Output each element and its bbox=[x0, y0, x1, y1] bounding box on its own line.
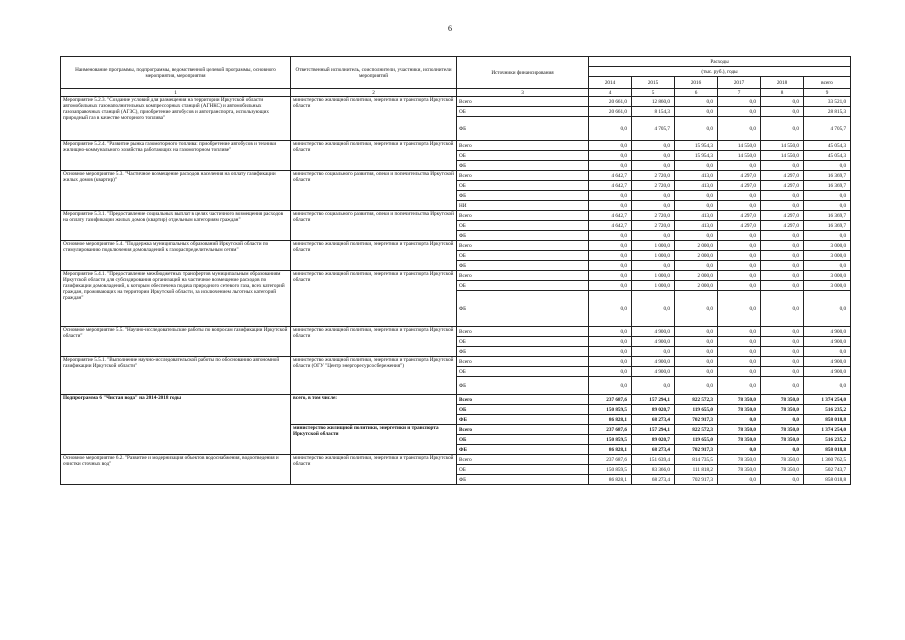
header-total: всего bbox=[804, 77, 851, 89]
year-value: 78 350,0 bbox=[761, 465, 804, 475]
program-name: Мероприятие 5.3.1. "Предоставление социальных выплат в целях частичного возмещения расходов на оплату газификации жилых домов (квартир) отдельным категориям граждан" bbox=[61, 211, 291, 241]
table-row bbox=[61, 141, 851, 151]
header-year: 2016 bbox=[675, 77, 718, 89]
year-value: 89 020,7 bbox=[632, 405, 675, 415]
year-value: 0,0 bbox=[675, 347, 718, 357]
year-value: 78 350,0 bbox=[718, 435, 761, 445]
year-value: 0,0 bbox=[761, 161, 804, 171]
year-value: 89 020,7 bbox=[632, 435, 675, 445]
year-value: 14 550,0 bbox=[718, 151, 761, 161]
year-value: 822 572,3 bbox=[675, 425, 718, 435]
year-value: 4 297,0 bbox=[718, 221, 761, 231]
year-value: 14 550,0 bbox=[718, 141, 761, 151]
column-number: 7 bbox=[718, 89, 761, 97]
year-value: 78 350,0 bbox=[761, 395, 804, 405]
funding-source: Всего bbox=[457, 357, 589, 367]
year-value: 0,0 bbox=[761, 107, 804, 117]
table-body bbox=[61, 97, 851, 485]
year-value: 0,0 bbox=[761, 271, 804, 281]
year-value: 0,0 bbox=[761, 337, 804, 347]
funding-source: Всего bbox=[457, 97, 589, 107]
program-name: Подпрограмма 6 "Чистая вода" на 2014-2018 годы bbox=[61, 395, 291, 455]
total-value: 28 815,3 bbox=[804, 107, 851, 117]
funding-source: ФБ bbox=[457, 261, 589, 271]
funding-source: ФБ bbox=[457, 117, 589, 141]
year-value: 0,0 bbox=[589, 271, 632, 281]
year-value: 0,0 bbox=[718, 191, 761, 201]
year-value: 0,0 bbox=[761, 97, 804, 107]
total-value: 16 369,7 bbox=[804, 181, 851, 191]
year-value: 0,0 bbox=[632, 141, 675, 151]
total-value: 516 235,2 bbox=[804, 405, 851, 415]
year-value: 4 642,7 bbox=[589, 221, 632, 231]
year-value: 0,0 bbox=[718, 261, 761, 271]
table-row bbox=[61, 455, 851, 465]
table-header bbox=[61, 57, 851, 97]
year-value: 0,0 bbox=[761, 281, 804, 291]
total-value: 1 374 254,0 bbox=[804, 395, 851, 405]
year-value: 0,0 bbox=[675, 97, 718, 107]
table-row bbox=[61, 241, 851, 251]
year-value: 0,0 bbox=[632, 231, 675, 241]
funding-source: ФБ bbox=[457, 347, 589, 357]
table-row bbox=[61, 327, 851, 337]
year-value: 12 860,0 bbox=[632, 97, 675, 107]
year-value: 0,0 bbox=[589, 191, 632, 201]
year-value: 2 720,0 bbox=[632, 171, 675, 181]
year-value: 0,0 bbox=[718, 445, 761, 455]
year-value: 8 154,3 bbox=[632, 107, 675, 117]
year-value: 150 859,5 bbox=[589, 435, 632, 445]
header-year: 2017 bbox=[718, 77, 761, 89]
executor: министерство жилищной политики, энергетики и транспорта Иркутской области bbox=[291, 425, 457, 455]
year-value: 86 828,1 bbox=[589, 475, 632, 485]
funding-source: ФБ bbox=[457, 231, 589, 241]
year-value: 4 642,7 bbox=[589, 171, 632, 181]
year-value: 4 297,0 bbox=[718, 171, 761, 181]
year-value: 111 818,2 bbox=[675, 465, 718, 475]
year-value: 0,0 bbox=[589, 261, 632, 271]
year-value: 0,0 bbox=[675, 117, 718, 141]
table-row bbox=[61, 395, 851, 405]
year-value: 413,0 bbox=[675, 171, 718, 181]
year-value: 0,0 bbox=[632, 161, 675, 171]
year-value: 0,0 bbox=[718, 291, 761, 327]
program-name: Основное мероприятие 5.3. "Частичное возмещение расходов населения на оплату газификации жилых домов (квартир)" bbox=[61, 171, 291, 211]
column-number: 5 bbox=[632, 89, 675, 97]
year-value: 0,0 bbox=[675, 357, 718, 367]
column-number: 2 bbox=[291, 89, 457, 97]
table-row bbox=[61, 211, 851, 221]
year-value: 1 000,0 bbox=[632, 281, 675, 291]
year-value: 0,0 bbox=[761, 367, 804, 377]
year-value: 151 639,4 bbox=[632, 455, 675, 465]
header-units: (тыс. руб.), годы bbox=[589, 67, 851, 77]
year-value: 0,0 bbox=[718, 281, 761, 291]
total-value: 45 054,3 bbox=[804, 151, 851, 161]
budget-table bbox=[60, 56, 851, 485]
year-value: 0,0 bbox=[718, 367, 761, 377]
funding-source: ОБ bbox=[457, 405, 589, 415]
year-value: 0,0 bbox=[589, 357, 632, 367]
year-value: 4 900,0 bbox=[632, 327, 675, 337]
total-value: 33 521,0 bbox=[804, 97, 851, 107]
total-value: 3 000,0 bbox=[804, 281, 851, 291]
year-value: 68 273,4 bbox=[632, 445, 675, 455]
year-value: 0,0 bbox=[718, 415, 761, 425]
total-value: 0,0 bbox=[804, 161, 851, 171]
year-value: 2 720,0 bbox=[632, 181, 675, 191]
year-value: 4 297,0 bbox=[761, 181, 804, 191]
year-value: 0,0 bbox=[761, 191, 804, 201]
year-value: 0,0 bbox=[675, 161, 718, 171]
executor: министерство жилищной политики, энергетики и транспорта Иркутской области bbox=[291, 97, 457, 141]
year-value: 702 917,3 bbox=[675, 415, 718, 425]
total-value: 16 369,7 bbox=[804, 221, 851, 231]
year-value: 78 350,0 bbox=[761, 405, 804, 415]
year-value: 0,0 bbox=[761, 377, 804, 395]
year-value: 0,0 bbox=[632, 377, 675, 395]
program-name: Основное мероприятие 5.5. "Научно-исследовательские работы по вопросам газификации Иркутской области" bbox=[61, 327, 291, 357]
year-value: 68 273,4 bbox=[632, 475, 675, 485]
year-value: 78 350,0 bbox=[761, 455, 804, 465]
year-value: 2 000,0 bbox=[675, 271, 718, 281]
total-value: 16 369,7 bbox=[804, 211, 851, 221]
funding-source: ОБ bbox=[457, 151, 589, 161]
column-number: 8 bbox=[761, 89, 804, 97]
year-value: 702 917,3 bbox=[675, 445, 718, 455]
year-value: 0,0 bbox=[718, 117, 761, 141]
total-value: 1 360 762,5 bbox=[804, 455, 851, 465]
year-value: 78 350,0 bbox=[718, 395, 761, 405]
year-value: 237 687,6 bbox=[589, 395, 632, 405]
year-value: 413,0 bbox=[675, 181, 718, 191]
year-value: 0,0 bbox=[761, 231, 804, 241]
funding-source: Всего bbox=[457, 395, 589, 405]
total-value: 4 900,0 bbox=[804, 357, 851, 367]
funding-source: Всего bbox=[457, 271, 589, 281]
year-value: 0,0 bbox=[718, 251, 761, 261]
year-value: 0,0 bbox=[718, 475, 761, 485]
executor: министерство жилищной политики, энергетики и транспорта Иркутской области (ОГУ "Центр энергоресурсосбережения") bbox=[291, 357, 457, 395]
funding-source: НИ bbox=[457, 201, 589, 211]
funding-source: ОБ bbox=[457, 221, 589, 231]
column-number: 3 bbox=[457, 89, 589, 97]
funding-source: Всего bbox=[457, 241, 589, 251]
year-value: 0,0 bbox=[718, 231, 761, 241]
total-value: 3 000,0 bbox=[804, 271, 851, 281]
year-value: 0,0 bbox=[632, 261, 675, 271]
year-value: 20 661,0 bbox=[589, 107, 632, 117]
total-value: 516 235,2 bbox=[804, 435, 851, 445]
year-value: 0,0 bbox=[589, 347, 632, 357]
funding-source: Всего bbox=[457, 211, 589, 221]
year-value: 0,0 bbox=[632, 151, 675, 161]
year-value: 4 297,0 bbox=[761, 221, 804, 231]
year-value: 0,0 bbox=[589, 337, 632, 347]
year-value: 0,0 bbox=[675, 377, 718, 395]
year-value: 4 297,0 bbox=[761, 211, 804, 221]
year-value: 0,0 bbox=[675, 191, 718, 201]
year-value: 119 655,0 bbox=[675, 405, 718, 415]
year-value: 0,0 bbox=[761, 445, 804, 455]
year-value: 0,0 bbox=[632, 201, 675, 211]
table-row bbox=[61, 271, 851, 281]
year-value: 2 000,0 bbox=[675, 241, 718, 251]
funding-source: ФБ bbox=[457, 415, 589, 425]
year-value: 0,0 bbox=[761, 291, 804, 327]
year-value: 157 294,1 bbox=[632, 395, 675, 405]
year-value: 0,0 bbox=[761, 117, 804, 141]
funding-source: ОБ bbox=[457, 337, 589, 347]
year-value: 78 350,0 bbox=[718, 425, 761, 435]
year-value: 78 350,0 bbox=[761, 435, 804, 445]
year-value: 78 350,0 bbox=[718, 405, 761, 415]
year-value: 4 900,0 bbox=[632, 367, 675, 377]
year-value: 0,0 bbox=[761, 415, 804, 425]
total-value: 4 900,0 bbox=[804, 337, 851, 347]
year-value: 0,0 bbox=[589, 281, 632, 291]
funding-source: ОБ bbox=[457, 367, 589, 377]
year-value: 0,0 bbox=[675, 327, 718, 337]
year-value: 14 550,0 bbox=[761, 151, 804, 161]
year-value: 413,0 bbox=[675, 211, 718, 221]
year-value: 0,0 bbox=[718, 201, 761, 211]
year-value: 237 687,6 bbox=[589, 425, 632, 435]
program-name: Основное мероприятие 5.4. "Поддержка муниципальных образований Иркутской области по стимулированию подключения домовладений к газораспределительным сетям" bbox=[61, 241, 291, 271]
year-value: 4 297,0 bbox=[718, 211, 761, 221]
year-value: 20 661,0 bbox=[589, 97, 632, 107]
total-value: 3 000,0 bbox=[804, 241, 851, 251]
year-value: 0,0 bbox=[589, 241, 632, 251]
table-row bbox=[61, 171, 851, 181]
funding-source: ФБ bbox=[457, 475, 589, 485]
total-value: 0,0 bbox=[804, 291, 851, 327]
total-value: 0,0 bbox=[804, 377, 851, 395]
program-name: Основное мероприятие 6.2. "Развитие и модернизация объектов водоснабжения, водоотведения и очистки сточных вод" bbox=[61, 455, 291, 485]
year-value: 78 350,0 bbox=[761, 425, 804, 435]
funding-source: Всего bbox=[457, 455, 589, 465]
executor: министерство жилищной политики, энергетики и транспорта Иркутской области bbox=[291, 455, 457, 485]
year-value: 0,0 bbox=[761, 241, 804, 251]
year-value: 1 000,0 bbox=[632, 251, 675, 261]
year-value: 0,0 bbox=[718, 337, 761, 347]
table-row bbox=[61, 357, 851, 367]
year-value: 78 350,0 bbox=[718, 465, 761, 475]
funding-source: ОБ bbox=[457, 435, 589, 445]
year-value: 0,0 bbox=[589, 151, 632, 161]
year-value: 4 297,0 bbox=[761, 171, 804, 181]
executor: министерство социального развития, опеки и попечительства Иркутской области bbox=[291, 211, 457, 241]
year-value: 4 642,7 bbox=[589, 211, 632, 221]
year-value: 157 294,1 bbox=[632, 425, 675, 435]
total-value: 4 705,7 bbox=[804, 117, 851, 141]
total-value: 4 900,0 bbox=[804, 367, 851, 377]
year-value: 0,0 bbox=[718, 347, 761, 357]
column-number: 4 bbox=[589, 89, 632, 97]
year-value: 0,0 bbox=[675, 337, 718, 347]
year-value: 150 859,5 bbox=[589, 465, 632, 475]
year-value: 1 000,0 bbox=[632, 271, 675, 281]
funding-source: Всего bbox=[457, 141, 589, 151]
year-value: 814 735,5 bbox=[675, 455, 718, 465]
year-value: 150 859,5 bbox=[589, 405, 632, 415]
year-value: 0,0 bbox=[589, 117, 632, 141]
year-value: 0,0 bbox=[675, 201, 718, 211]
year-value: 2 720,0 bbox=[632, 211, 675, 221]
year-value: 0,0 bbox=[589, 251, 632, 261]
year-value: 1 000,0 bbox=[632, 241, 675, 251]
year-value: 822 572,3 bbox=[675, 395, 718, 405]
year-value: 2 720,0 bbox=[632, 221, 675, 231]
year-value: 83 366,0 bbox=[632, 465, 675, 475]
total-value: 4 900,0 bbox=[804, 327, 851, 337]
year-value: 0,0 bbox=[589, 141, 632, 151]
year-value: 4 297,0 bbox=[718, 181, 761, 191]
program-name: Мероприятие 5.5.1. "Выполнение научно-исследовательской работы по обоснованию автономной газификации Иркутской области" bbox=[61, 357, 291, 395]
header-expenses: Расходы bbox=[589, 57, 851, 67]
total-value: 0,0 bbox=[804, 191, 851, 201]
year-value: 4 705,7 bbox=[632, 117, 675, 141]
total-value: 45 054,3 bbox=[804, 141, 851, 151]
total-value: 16 369,7 bbox=[804, 171, 851, 181]
header-year: 2014 bbox=[589, 77, 632, 89]
executor: министерство социального развития, опеки и попечительства Иркутской области bbox=[291, 171, 457, 211]
header-name: Наименование программы, подпрограммы, ведомственной целевой программы, основного мероприятия, мероприятия bbox=[61, 57, 291, 89]
total-value: 858 018,8 bbox=[804, 475, 851, 485]
executor: министерство жилищной политики, энергетики и транспорта Иркутской области bbox=[291, 271, 457, 327]
total-value: 0,0 bbox=[804, 261, 851, 271]
year-value: 0,0 bbox=[718, 107, 761, 117]
funding-source: ОБ bbox=[457, 251, 589, 261]
year-value: 413,0 bbox=[675, 221, 718, 231]
year-value: 0,0 bbox=[761, 357, 804, 367]
total-value: 502 743,7 bbox=[804, 465, 851, 475]
total-value: 0,0 bbox=[804, 201, 851, 211]
year-value: 4 900,0 bbox=[632, 357, 675, 367]
executor: министерство жилищной политики, энергетики и транспорта Иркутской области bbox=[291, 327, 457, 357]
year-value: 0,0 bbox=[589, 291, 632, 327]
year-value: 0,0 bbox=[761, 347, 804, 357]
header-year: 2018 bbox=[761, 77, 804, 89]
year-value: 0,0 bbox=[718, 357, 761, 367]
header-year: 2015 bbox=[632, 77, 675, 89]
year-value: 2 000,0 bbox=[675, 281, 718, 291]
year-value: 0,0 bbox=[718, 327, 761, 337]
program-name: Мероприятие 5.2.4. "Развитие рынка газомоторного топлива: приобретение автобусов и техники жилищно-коммунального хозяйства работающих на газомоторном топливе" bbox=[61, 141, 291, 171]
year-value: 4 642,7 bbox=[589, 181, 632, 191]
column-number: 1 bbox=[61, 89, 291, 97]
year-value: 0,0 bbox=[761, 201, 804, 211]
header-source: Источники финансирования bbox=[457, 57, 589, 89]
year-value: 0,0 bbox=[632, 347, 675, 357]
year-value: 68 273,4 bbox=[632, 415, 675, 425]
page-number: 6 bbox=[448, 24, 452, 33]
total-value: 3 000,0 bbox=[804, 251, 851, 261]
year-value: 0,0 bbox=[761, 475, 804, 485]
funding-source: ОБ bbox=[457, 107, 589, 117]
funding-source: Всего bbox=[457, 171, 589, 181]
year-value: 86 828,1 bbox=[589, 415, 632, 425]
funding-source: ФБ bbox=[457, 161, 589, 171]
year-value: 0,0 bbox=[589, 377, 632, 395]
year-value: 4 900,0 bbox=[632, 337, 675, 347]
year-value: 14 550,0 bbox=[761, 141, 804, 151]
funding-source: ФБ bbox=[457, 377, 589, 395]
year-value: 2 000,0 bbox=[675, 251, 718, 261]
program-name: Мероприятие 5.4.1. "Предоставление межбюджетных трансфертов муниципальным образованиям Иркутской области для субсидирования организаций на частичное возмещение расходов по газификации домовладений, к которым обеспечена подача природного сетевого газа, всех категорий граждан, проживающих на территории Иркутской области, за исключением льготных категорий граждан" bbox=[61, 271, 291, 327]
year-value: 119 655,0 bbox=[675, 435, 718, 445]
executor: всего, в том числе: bbox=[291, 395, 457, 425]
year-value: 0,0 bbox=[761, 261, 804, 271]
year-value: 0,0 bbox=[675, 291, 718, 327]
funding-source: ОБ bbox=[457, 181, 589, 191]
total-value: 858 018,8 bbox=[804, 415, 851, 425]
year-value: 0,0 bbox=[761, 251, 804, 261]
year-value: 0,0 bbox=[718, 377, 761, 395]
year-value: 0,0 bbox=[718, 241, 761, 251]
year-value: 0,0 bbox=[675, 261, 718, 271]
year-value: 0,0 bbox=[589, 327, 632, 337]
year-value: 0,0 bbox=[761, 327, 804, 337]
year-value: 0,0 bbox=[718, 97, 761, 107]
year-value: 0,0 bbox=[675, 231, 718, 241]
executor: министерство жилищной политики, энергетики и транспорта Иркутской области bbox=[291, 141, 457, 171]
year-value: 0,0 bbox=[589, 367, 632, 377]
funding-source: Всего bbox=[457, 327, 589, 337]
year-value: 0,0 bbox=[632, 291, 675, 327]
column-number: 6 bbox=[675, 89, 718, 97]
year-value: 86 828,1 bbox=[589, 445, 632, 455]
year-value: 0,0 bbox=[675, 367, 718, 377]
year-value: 0,0 bbox=[718, 271, 761, 281]
year-value: 0,0 bbox=[675, 107, 718, 117]
year-value: 15 954,3 bbox=[675, 141, 718, 151]
year-value: 78 350,0 bbox=[718, 455, 761, 465]
funding-source: ОБ bbox=[457, 465, 589, 475]
total-value: 0,0 bbox=[804, 347, 851, 357]
total-value: 0,0 bbox=[804, 231, 851, 241]
year-value: 0,0 bbox=[589, 201, 632, 211]
executor: министерство жилищной политики, энергетики и транспорта Иркутской области bbox=[291, 241, 457, 271]
year-value: 237 687,6 bbox=[589, 455, 632, 465]
funding-source: ФБ bbox=[457, 291, 589, 327]
program-name: Мероприятие 5.2.3. "Создание условий для размещения на территории Иркутской области автомобильных газонаполнительных компрессорных станций (АГНКС) и автомобильных газозаправочных станций (АГЗС), приобретение автобусов и автотранспорта, использующих природный газ в качестве моторного топлива" bbox=[61, 97, 291, 141]
table-row bbox=[61, 97, 851, 107]
year-value: 702 917,3 bbox=[675, 475, 718, 485]
funding-source: ФБ bbox=[457, 445, 589, 455]
year-value: 15 954,3 bbox=[675, 151, 718, 161]
column-number: 9 bbox=[804, 89, 851, 97]
funding-source: ОБ bbox=[457, 281, 589, 291]
year-value: 0,0 bbox=[718, 161, 761, 171]
year-value: 0,0 bbox=[589, 161, 632, 171]
funding-source: Всего bbox=[457, 425, 589, 435]
year-value: 0,0 bbox=[632, 191, 675, 201]
header-executor: Ответственный исполнитель, соисполнители, участники, исполнители мероприятий bbox=[291, 57, 457, 89]
funding-source: ФБ bbox=[457, 191, 589, 201]
year-value: 0,0 bbox=[589, 231, 632, 241]
total-value: 858 018,8 bbox=[804, 445, 851, 455]
total-value: 1 374 254,0 bbox=[804, 425, 851, 435]
